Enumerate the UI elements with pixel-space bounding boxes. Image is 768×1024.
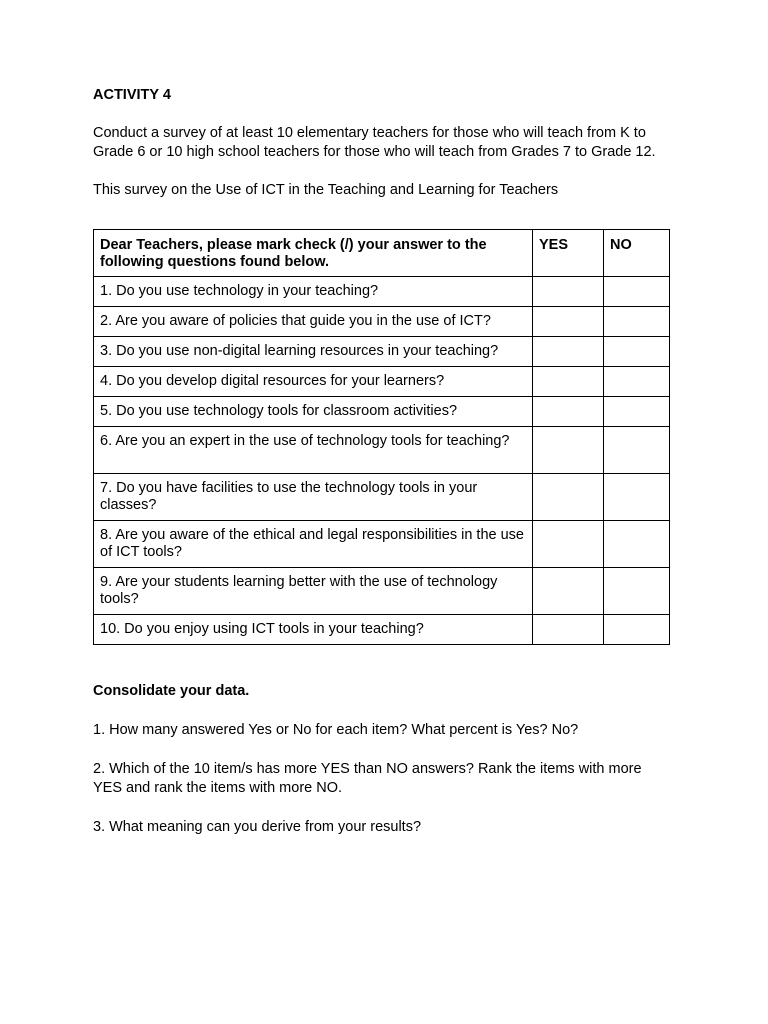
no-answer-cell[interactable] bbox=[604, 474, 670, 521]
survey-table bbox=[93, 229, 670, 645]
activity-title: ACTIVITY 4 bbox=[93, 87, 171, 103]
no-answer-cell[interactable] bbox=[604, 615, 670, 645]
table-row bbox=[94, 337, 670, 367]
task-item: 2. Which of the 10 item/s has more YES than NO answers? Rank the items with more YES and rank the items with more NO. bbox=[93, 761, 642, 796]
intro-paragraph: Conduct a survey of at least 10 elementary teachers for those who will teach from K to Grade 6 or 10 high school teachers for those who will teach from Grades 7 to Grade 12. bbox=[93, 125, 656, 160]
table-row bbox=[94, 568, 670, 615]
no-answer-cell[interactable] bbox=[604, 277, 670, 307]
document-page bbox=[93, 86, 673, 837]
no-answer-cell[interactable] bbox=[604, 307, 670, 337]
table-header-row bbox=[94, 230, 670, 277]
yes-answer-cell[interactable] bbox=[533, 615, 604, 645]
header-instruction: Dear Teachers, please mark check (/) your answer to the following questions found below. bbox=[94, 230, 533, 277]
task-item: 1. How many answered Yes or No for each item? What percent is Yes? No? bbox=[93, 722, 579, 738]
question-cell: 10. Do you enjoy using ICT tools in your teaching? bbox=[94, 615, 533, 645]
yes-answer-cell[interactable] bbox=[533, 427, 604, 474]
no-answer-cell[interactable] bbox=[604, 427, 670, 474]
question-cell: 3. Do you use non-digital learning resources in your teaching? bbox=[94, 337, 533, 367]
yes-answer-cell[interactable] bbox=[533, 337, 604, 367]
no-answer-cell[interactable] bbox=[604, 521, 670, 568]
yes-answer-cell[interactable] bbox=[533, 307, 604, 337]
yes-answer-cell[interactable] bbox=[533, 367, 604, 397]
consolidate-heading: Consolidate your data. bbox=[93, 683, 250, 699]
header-yes: YES bbox=[533, 230, 604, 277]
yes-answer-cell[interactable] bbox=[533, 521, 604, 568]
table-row bbox=[94, 615, 670, 645]
table-row bbox=[94, 307, 670, 337]
table-row bbox=[94, 427, 670, 474]
yes-answer-cell[interactable] bbox=[533, 568, 604, 615]
table-row bbox=[94, 277, 670, 307]
no-answer-cell[interactable] bbox=[604, 367, 670, 397]
yes-answer-cell[interactable] bbox=[533, 474, 604, 521]
question-cell: 1. Do you use technology in your teaching? bbox=[94, 277, 533, 307]
no-answer-cell[interactable] bbox=[604, 568, 670, 615]
question-cell: 8. Are you aware of the ethical and legal responsibilities in the use of ICT tools? bbox=[94, 521, 533, 568]
table-row bbox=[94, 521, 670, 568]
table-row bbox=[94, 474, 670, 521]
yes-answer-cell[interactable] bbox=[533, 277, 604, 307]
task-item: 3. What meaning can you derive from your results? bbox=[93, 819, 422, 835]
survey-note: This survey on the Use of ICT in the Teaching and Learning for Teachers bbox=[93, 182, 559, 198]
table-row bbox=[94, 367, 670, 397]
no-answer-cell[interactable] bbox=[604, 337, 670, 367]
question-cell: 2. Are you aware of policies that guide you in the use of ICT? bbox=[94, 307, 533, 337]
question-cell: 7. Do you have facilities to use the technology tools in your classes? bbox=[94, 474, 533, 521]
question-cell: 5. Do you use technology tools for classroom activities? bbox=[94, 397, 533, 427]
question-cell: 9. Are your students learning better with the use of technology tools? bbox=[94, 568, 533, 615]
no-answer-cell[interactable] bbox=[604, 397, 670, 427]
yes-answer-cell[interactable] bbox=[533, 397, 604, 427]
question-cell: 4. Do you develop digital resources for your learners? bbox=[94, 367, 533, 397]
question-cell: 6. Are you an expert in the use of technology tools for teaching? bbox=[94, 427, 533, 474]
table-row bbox=[94, 397, 670, 427]
header-no: NO bbox=[604, 230, 670, 277]
